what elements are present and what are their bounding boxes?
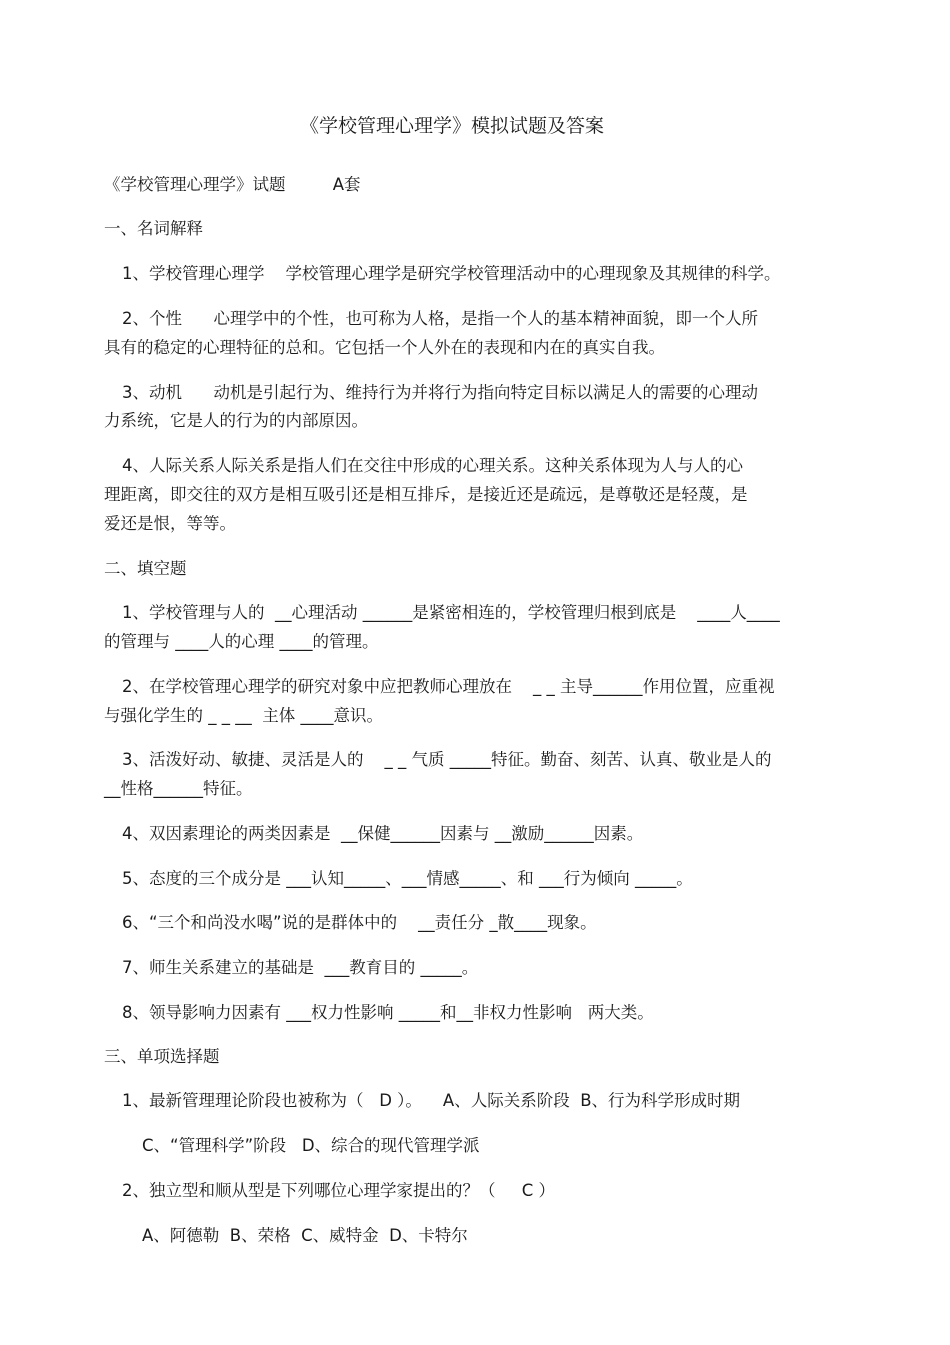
choice-options: C、“管理科学”阶段 D、综合的现代管理学派	[142, 1136, 480, 1155]
term-item-cont: 力系统，它是人的行为的内部原因。	[104, 411, 368, 430]
fill-item-cont: __性格______特征。	[104, 779, 253, 798]
fill-item: 5、态度的三个成分是 ___认知_____、___情感_____、和 ___行为倾向 _____。	[122, 869, 693, 888]
fill-item: 1、学校管理与人的 __心理活动 ______是紧密相连的，学校管理归根到底是 ____人____	[122, 603, 780, 622]
term-item-cont: 具有的稳定的心理特征的总和。它包括一个人外在的表现和内在的真实自我。	[104, 338, 665, 357]
term-item-cont: 爱还是恨，等等。	[104, 514, 236, 533]
fill-item: 7、师生关系建立的基础是 ___教育目的 _____。	[122, 958, 479, 977]
term-item: 2、个性 心理学中的个性，也可称为人格，是指一个人的基本精神面貌，即一个人所	[122, 309, 758, 328]
fill-item-cont: 与强化学生的 _ _ __ 主体 ____意识。	[104, 706, 383, 725]
choice-question: 1、最新管理理论阶段也被称为（ D ）。 A、人际关系阶段 B、行为科学形成时期	[122, 1091, 741, 1110]
fill-item: 4、双因素理论的两类因素是 __保健______因素与 __激励______因素。	[122, 824, 644, 843]
choice-question: 2、独立型和顺从型是下列哪位心理学家提出的？（ C ）	[122, 1181, 555, 1200]
exam-subtitle: 《学校管理心理学》试题 A套	[104, 175, 361, 194]
fill-item: 6、“三个和尚没水喝”说的是群体中的 __责任分 _散____现象。	[122, 913, 597, 932]
section-heading: 三、单项选择题	[104, 1047, 220, 1066]
section-heading: 二、填空题	[104, 559, 187, 578]
section-heading: 一、名词解释	[104, 219, 203, 238]
fill-item: 3、活泼好动、敏捷、灵活是人的 _ _ 气质 _____特征。勤奋、刻苦、认真、敬业是人的	[122, 750, 772, 769]
fill-item-cont: 的管理与 ____人的心理 ____的管理。	[104, 632, 379, 651]
term-item: 1、学校管理心理学 学校管理心理学是研究学校管理活动中的心理现象及其规律的科学。	[122, 264, 781, 283]
choice-options: A、阿德勒 B、荣格 C、威特金 D、卡特尔	[142, 1226, 468, 1245]
document-title: 《学校管理心理学》模拟试题及答案	[300, 115, 605, 137]
term-item-cont: 理距离，即交往的双方是相互吸引还是相互排斥，是接近还是疏远，是尊敬还是轻蔑，是	[104, 485, 748, 504]
term-item: 3、动机 动机是引起行为、维持行为并将行为指向特定目标以满足人的需要的心理动	[122, 383, 758, 402]
fill-item: 2、在学校管理心理学的研究对象中应把教师心理放在 _ _ 主导______作用位置，应重视	[122, 677, 775, 696]
fill-item: 8、领导影响力因素有 ___权力性影响 _____和__非权力性影响 两大类。	[122, 1003, 654, 1022]
term-item: 4、人际关系人际关系是指人们在交往中形成的心理关系。这种关系体现为人与人的心	[122, 456, 743, 475]
